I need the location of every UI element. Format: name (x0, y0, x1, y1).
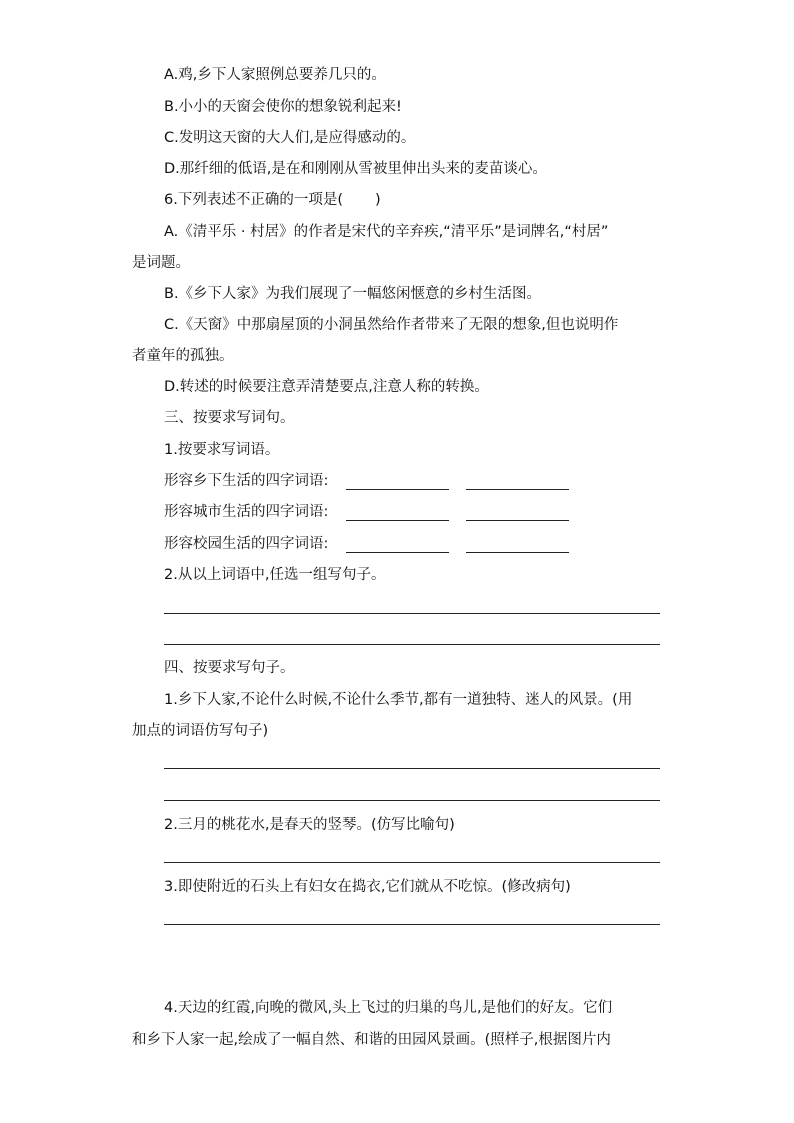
word-row-city-label: 形容城市生活的四字词语: (164, 504, 329, 520)
answer-line[interactable] (164, 862, 660, 863)
q6-stem-close: ) (375, 192, 381, 208)
section4-q2: 2.三月的桃花水,是春天的竖琴。(仿写比喻句) (164, 817, 455, 833)
q5-option-c: C.发明这天窗的大人们,是应得感动的。 (164, 130, 416, 146)
section4-q3: 3.即使附近的石头上有妇女在捣衣,它们就从不吃惊。(修改病句) (164, 879, 571, 895)
word-row-campus-blank-1[interactable] (346, 552, 449, 553)
word-row-rural-blank-2[interactable] (466, 489, 569, 490)
section3-q1: 1.按要求写词语。 (164, 442, 280, 458)
word-row-rural-blank-1[interactable] (346, 489, 449, 490)
section3-heading: 三、按要求写词句。 (164, 410, 295, 426)
section4-q4-line2: 和乡下人家一起,绘成了一幅自然、和谐的田园风景画。(照样子,根据图片内 (132, 1032, 611, 1048)
word-row-campus-label: 形容校园生活的四字词语: (164, 536, 329, 552)
q6-option-c-line1: C.《天窗》中那扇屋顶的小洞虽然给作者带来了无限的想象,但也说明作 (164, 317, 619, 333)
answer-line[interactable] (164, 800, 660, 801)
q6-stem-text: 6.下列表述不正确的一项是( (164, 192, 343, 208)
word-row-rural-label: 形容乡下生活的四字词语: (164, 473, 329, 489)
word-row-city-blank-1[interactable] (346, 520, 449, 521)
q5-option-b: B.小小的天窗会使你的想象锐利起来! (164, 99, 402, 115)
q6-stem (164, 190, 381, 210)
word-row-city-blank-2[interactable] (466, 520, 569, 521)
answer-line[interactable] (164, 768, 660, 769)
answer-line[interactable] (164, 644, 660, 645)
answer-line[interactable] (164, 613, 660, 614)
q6-option-d: D.转述的时候要注意弄清楚要点,注意人称的转换。 (164, 379, 489, 395)
q6-option-a-line2: 是词题。 (132, 255, 190, 271)
section4-q1-line2: 加点的词语仿写句子) (132, 723, 269, 739)
section3-q2: 2.从以上词语中,任选一组写句子。 (164, 567, 386, 583)
section4-q1-line1: 1.乡下人家,不论什么时候,不论什么季节,都有一道独特、迷人的风景。(用 (164, 692, 633, 708)
q6-option-b: B.《乡下人家》为我们展现了一幅悠闲惬意的乡村生活图。 (164, 286, 542, 302)
q6-option-a-line1: A.《清平乐 · 村居》的作者是宋代的辛弃疾,“清平乐”是词牌名,“村居” (164, 224, 609, 240)
q5-option-a: A.鸡,乡下人家照例总要养几只的。 (164, 67, 386, 83)
answer-line[interactable] (164, 924, 660, 925)
section4-q4-line1: 4.天边的红霞,向晚的微风,头上飞过的归巢的鸟儿,是他们的好友。它们 (164, 1000, 613, 1016)
q5-option-d: D.那纤细的低语,是在和刚刚从雪被里伸出头来的麦苗谈心。 (164, 161, 547, 177)
word-row-campus-blank-2[interactable] (466, 552, 569, 553)
q6-option-c-line2: 者童年的孤独。 (132, 348, 234, 364)
section4-heading: 四、按要求写句子。 (164, 660, 295, 676)
